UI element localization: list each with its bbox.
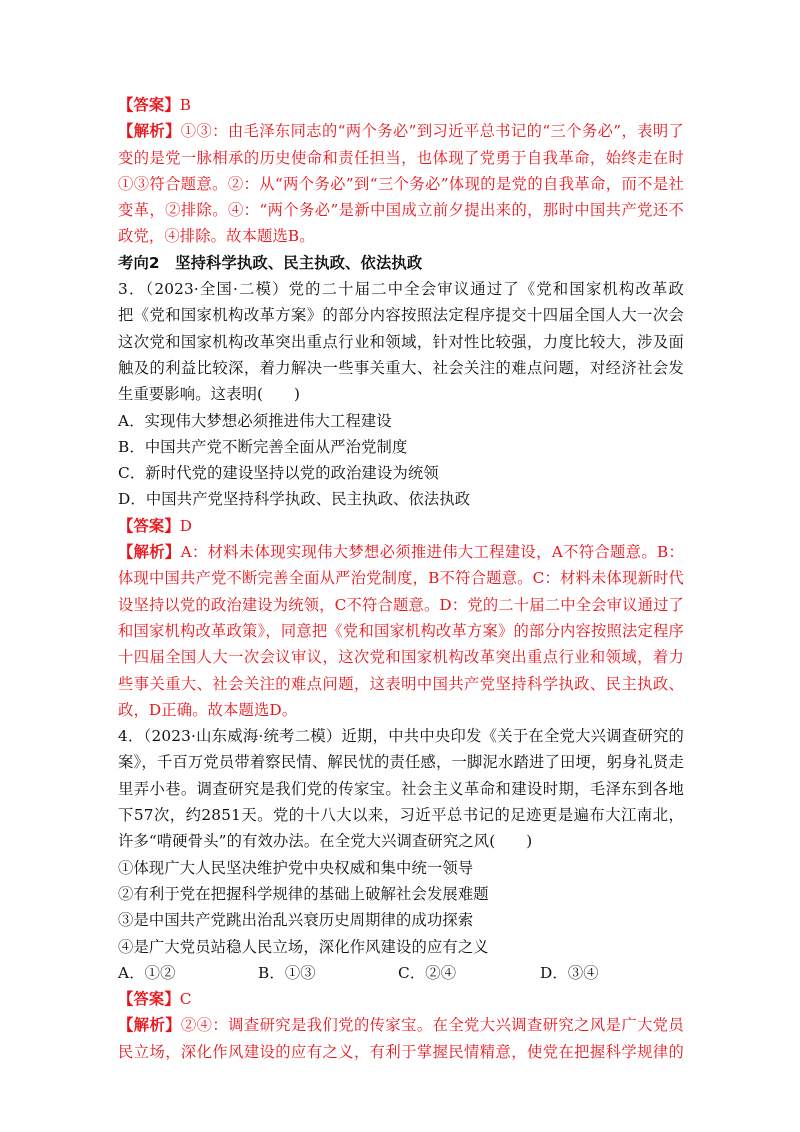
document-content xyxy=(118,92,684,1065)
answer-label: 【答案】 xyxy=(118,516,180,535)
question-line: 触及的利益比较深，着力解决一些事关重大、社会关注的难点问题，对经济社会发 xyxy=(118,358,684,377)
answer-line xyxy=(118,92,684,118)
analysis-line: 【解析】A：材料未体现实现伟大梦想必须推进伟大工程建设，A不符合题意。B： xyxy=(118,543,684,562)
answer-label: 【答案】 xyxy=(118,990,180,1009)
option-a: A．实现伟大梦想必须推进伟大工程建设 xyxy=(118,411,392,430)
option-d: D．③④ xyxy=(540,963,599,982)
analysis-line: ①③符合题意。②：从“两个务必”到“三个务必”体现的是党的自我革命，而不是社 xyxy=(118,174,684,193)
answer-line xyxy=(118,986,684,1012)
analysis-line: 政，D正确。故本题选D。 xyxy=(118,700,298,719)
answer-label: 【答案】 xyxy=(118,96,180,114)
statement-4: ④是广大党员站稳人民立场，深化作风建设的应有之义 xyxy=(118,937,489,956)
question-line: 下57次，约2851天。党的十八大以来，习近平总书记的足迹更是遍布大江南北， xyxy=(118,806,684,825)
statement-2: ②有利于党在把握科学规律的基础上破解社会发展难题 xyxy=(118,884,489,903)
question-line: 许多“啃硬骨头”的有效办法。在全党大兴调查研究之风( ) xyxy=(118,832,533,851)
section-heading: 考向2 坚持科学执政、民主执政、依法执政 xyxy=(118,253,423,272)
answer-value: D xyxy=(179,516,193,535)
analysis-line: 设坚持以党的政治建设为统领，C不符合题意。D：党的二十届二中全会审议通过了 xyxy=(118,595,684,614)
analysis-line: 政党，④排除。故本题选B。 xyxy=(118,227,315,246)
statement-3: ③是中国共产党跳出治乱兴衰历史周期律的成功探索 xyxy=(118,911,474,930)
option-b: B．①③ xyxy=(258,963,316,982)
analysis-line: 【解析】②④：调查研究是我们党的传家宝。在全党大兴调查研究之风是广大党员 xyxy=(118,1016,684,1035)
answer-value: C xyxy=(179,990,192,1009)
question-line: 案》，千百万党员带着察民情、解民忧的责任感，一脚泥水踏进了田埂，躬身礼贤走 xyxy=(118,753,684,772)
analysis-label: 【解析】 xyxy=(118,122,181,141)
question-line: 里弄小巷。调查研究是我们党的传家宝。社会主义革命和建设时期，毛泽东到各地 xyxy=(118,779,684,798)
question-line: 4．（2023·山东威海·统考二模）近期，中共中央印发《关于在全党大兴调查研究的 xyxy=(118,727,684,746)
option-b: B．中国共产党不断完善全面从严治党制度 xyxy=(118,437,408,456)
answer-line xyxy=(118,513,684,539)
analysis-line: 些事关重大、社会关注的难点问题，这表明中国共产党坚持科学执政、民主执政、 xyxy=(118,674,684,693)
option-a: A．①② xyxy=(118,963,176,982)
question-line: 生重要影响。这表明( ) xyxy=(118,385,301,404)
analysis-line: 和国家机构改革政策》，同意把《党和国家机构改革方案》的部分内容按照法定程序 xyxy=(118,621,684,640)
analysis-line: 【解析】①③：由毛泽东同志的“两个务必”到习近平总书记的“三个务必”，表明了 xyxy=(118,122,684,141)
option-d: D．中国共产党坚持科学执政、民主执政、依法执政 xyxy=(118,490,471,509)
analysis-line: 体现中国共产党不断完善全面从严治党制度，B不符合题意。C：材料未体现新时代 xyxy=(118,569,684,588)
answer-value: B xyxy=(179,96,192,114)
analysis-label: 【解析】 xyxy=(118,1016,181,1035)
question-line: 3．（2023·全国·二模）党的二十届二中全会审议通过了《党和国家机构改革政 xyxy=(118,280,684,299)
option-c: C．②④ xyxy=(398,963,457,982)
analysis-label: 【解析】 xyxy=(118,543,181,562)
question-line: 这次党和国家机构改革突出重点行业和领域，针对性比较强，力度比较大，涉及面 xyxy=(118,332,684,351)
analysis-line: 变革，②排除。④：“两个务必”是新中国成立前夕提出来的，那时中国共产党还不 xyxy=(118,201,684,220)
options-row xyxy=(118,960,684,986)
option-c: C．新时代党的建设坚持以党的政治建设为统领 xyxy=(118,464,439,483)
question-line: 把《党和国家机构改革方案》的部分内容按照法定程序提交十四届全国人大一次会 xyxy=(118,306,684,325)
analysis-line: 民立场，深化作风建设的应有之义，有利于掌握民情精意，使党在把握科学规律的 xyxy=(118,1042,684,1061)
analysis-line: 变的是党一脉相承的历史使命和责任担当，也体现了党勇于自我革命，始终走在时 xyxy=(118,148,684,167)
statement-1: ①体现广大人民坚决维护党中央权威和集中统一领导 xyxy=(118,858,474,877)
analysis-line: 十四届全国人大一次会议审议，这次党和国家机构改革突出重点行业和领域，着力 xyxy=(118,648,684,667)
